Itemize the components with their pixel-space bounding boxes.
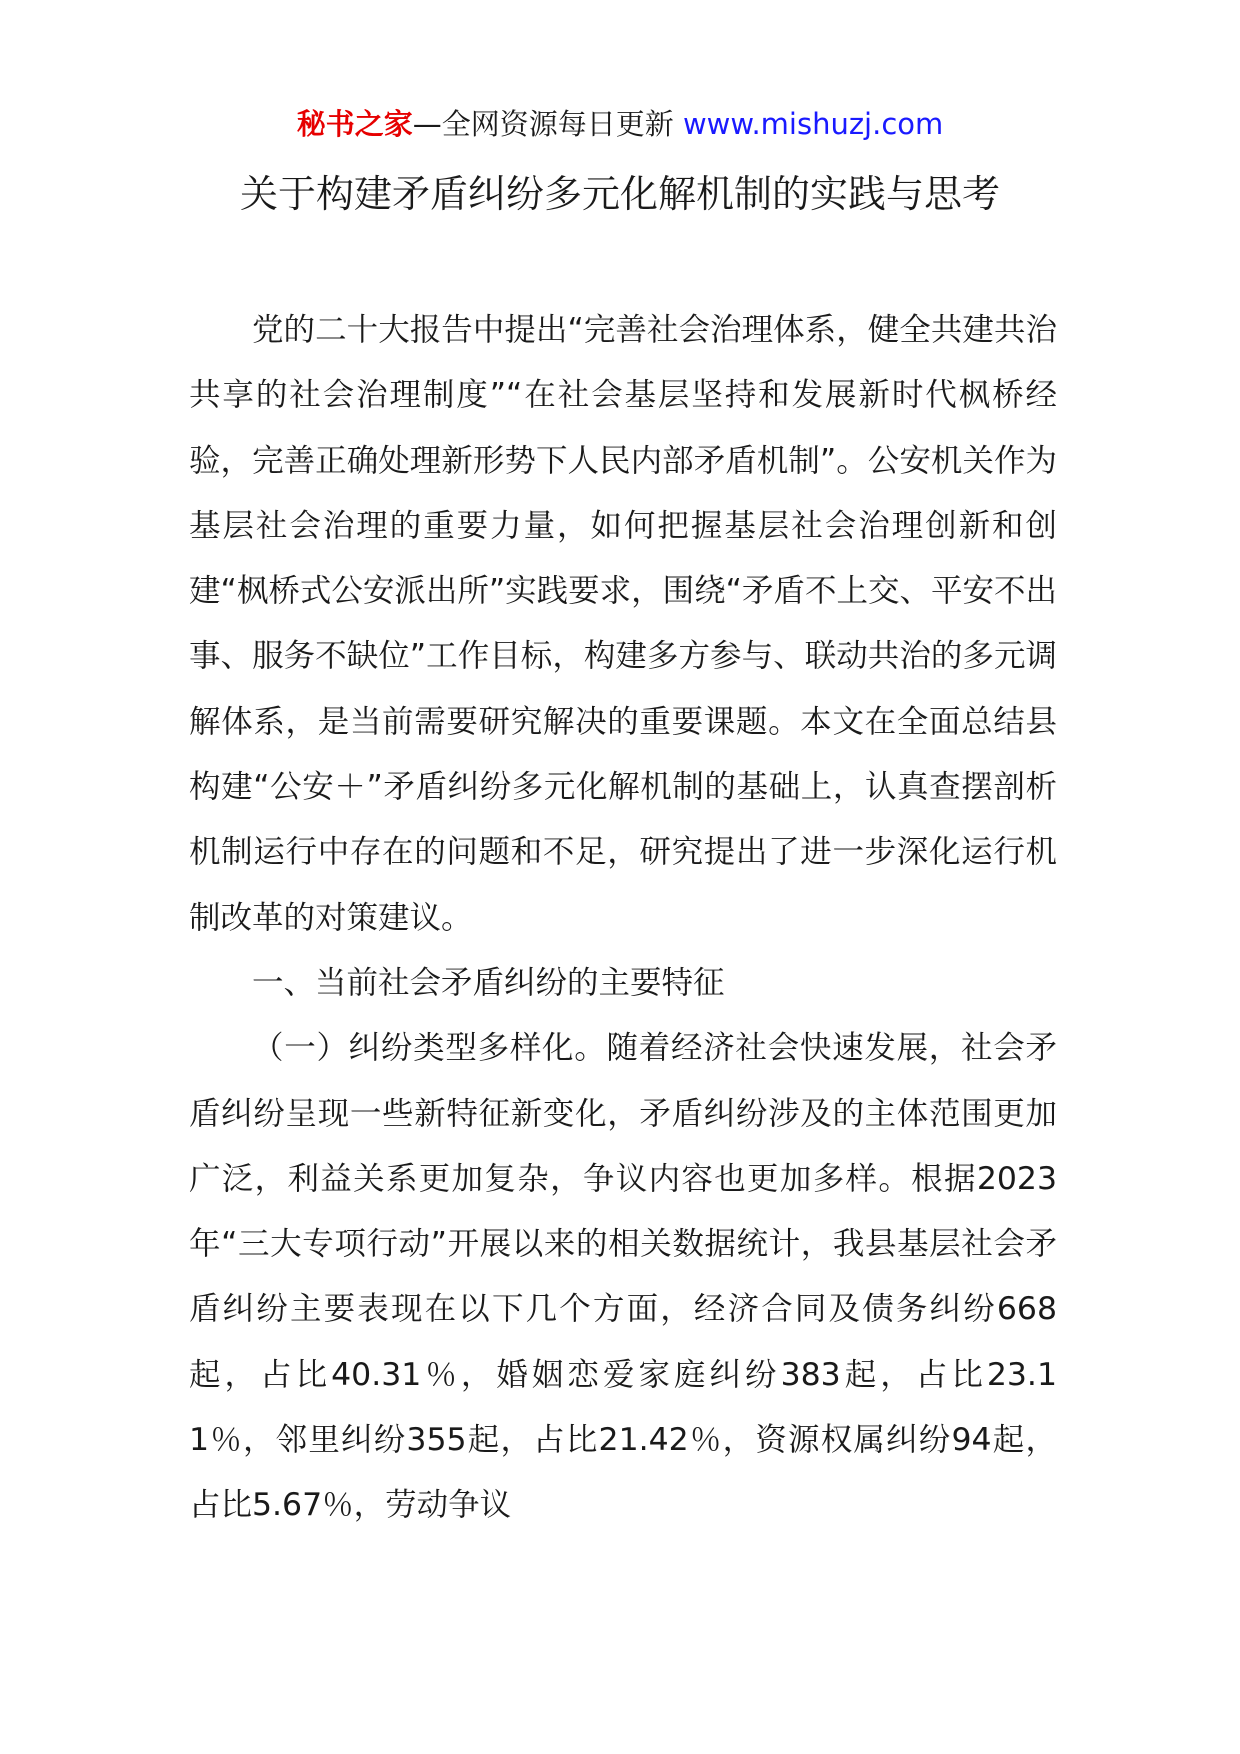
subsection-paragraph: （一）纠纷类型多样化。随着经济社会快速发展，社会矛盾纠纷呈现一些新特征新变化，矛盾纠纷涉及的主体范围更加广泛，利益关系更加复杂，争议内容也更加多样。根据2023年“三大专项行动”开展以来的相关数据统计，我县基层社会矛盾纠纷主要表现在以下几个方面，经济合同及债务纠纷668起，占比40.31％，婚姻恋爱家庭纠纷383起，占比23.11％，邻里纠纷355起，占比21.42％，资源权属纠纷94起，占比5.67％，劳动争议 [189,1030,1057,1524]
intro-paragraph: 党的二十大报告中提出“完善社会治理体系，健全共建共治共享的社会治理制度”“在社会基层坚持和发展新时代枫桥经验，完善正确处理新形势下人民内部矛盾机制”。公安机关作为基层社会治理的重要力量，如何把握基层社会治理创新和创建“枫桥式公安派出所”实践要求，围绕“矛盾不上交、平安不出事、服务不缺位”工作目标，构建多方参与、联动共治的多元调解体系，是当前需要研究解决的重要课题。本文在全面总结县构建“公安＋”矛盾纠纷多元化解机制的基础上，认真查摆剖析机制运行中存在的问题和不足，研究提出了进一步深化运行机制改革的对策建议。 [189,312,1057,936]
document-body [189,298,1057,1539]
document-title: 关于构建矛盾纠纷多元化解机制的实践与思考 [239,172,1000,216]
header-tagline: —全网资源每日更新 [412,107,674,141]
site-url[interactable]: www.mishuzj.com [673,107,944,141]
section-heading: 一、当前社会矛盾纠纷的主要特征 [252,964,725,1001]
page-header [0,104,1240,144]
brand-name: 秘书之家 [296,107,413,141]
